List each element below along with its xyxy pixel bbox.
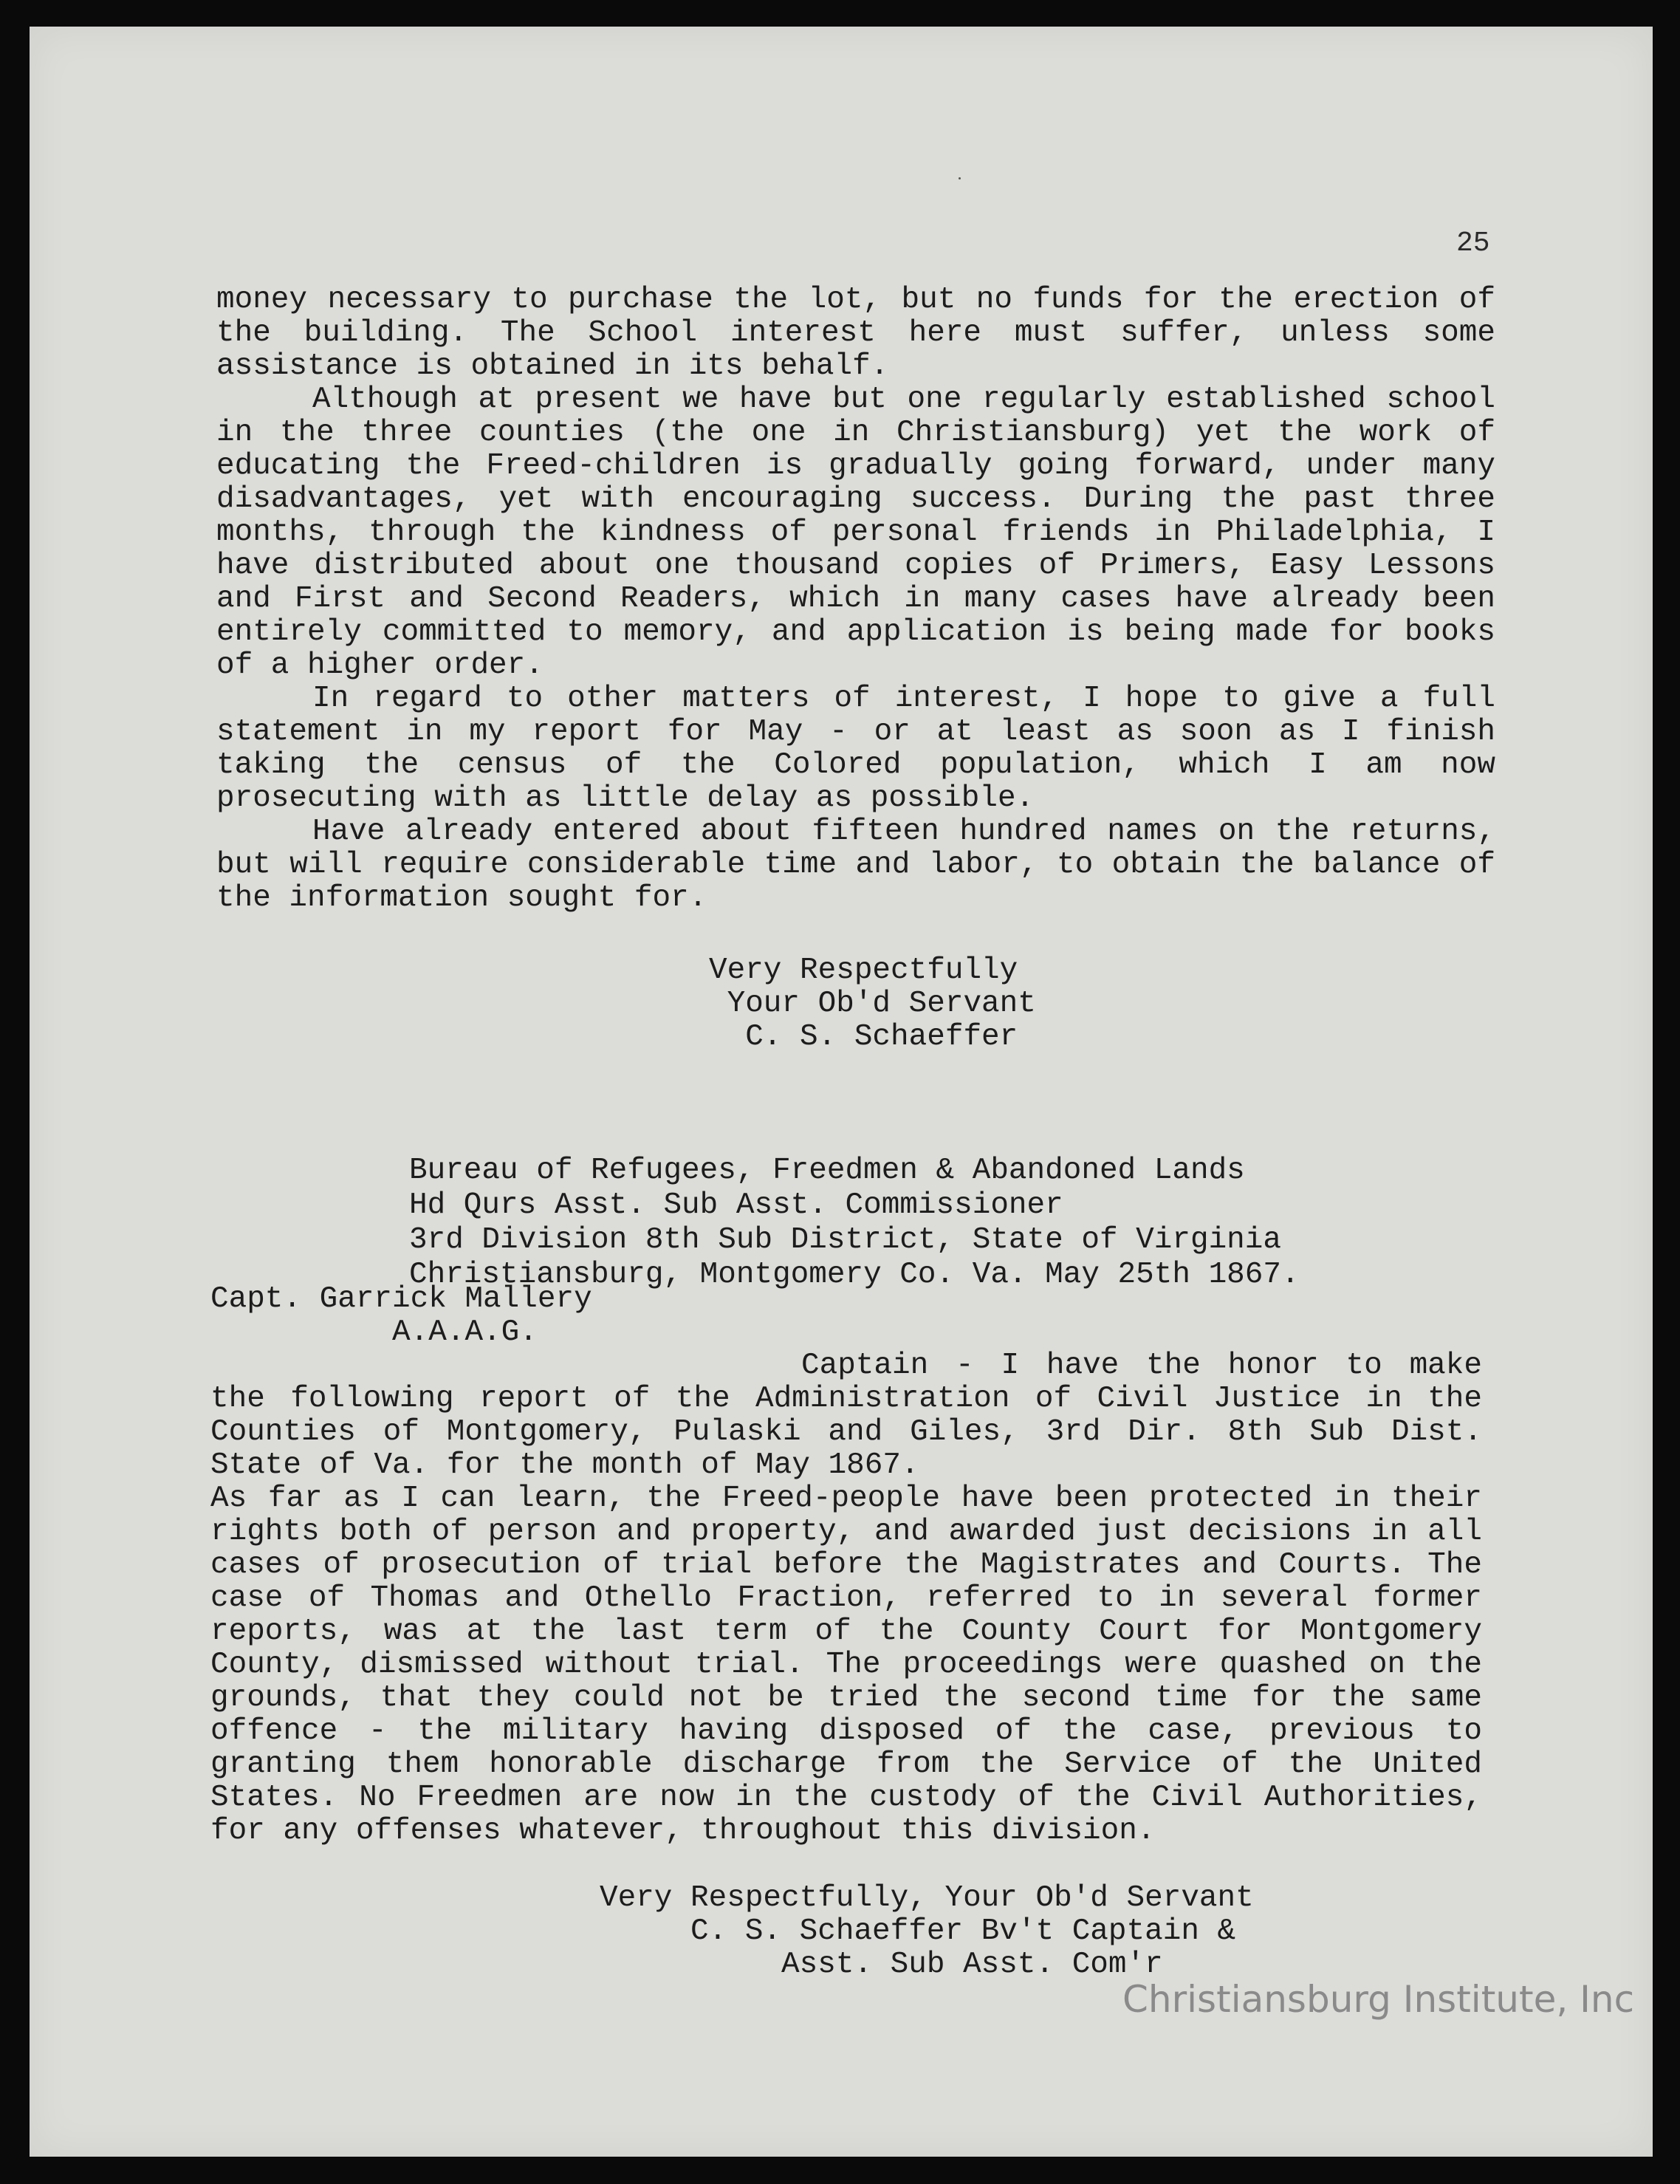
addressee-name: Capt. Garrick Mallery — [210, 1282, 592, 1316]
header-line: 3rd Division 8th Sub District, State of Virginia — [409, 1223, 1281, 1257]
addressee — [210, 1283, 592, 1349]
watermark-text: Christiansburg Institute, Inc — [1122, 1978, 1635, 2021]
letter-one-paragraph: In regard to other matters of interest, I hope to give a full statement in my report for May - or at least as soon as I finish taking the census of the Colored population, which I am now prosecuting with as little delay as possible. — [216, 682, 1495, 815]
letter-one-body — [216, 284, 1495, 915]
closing-line: C. S. Schaeffer — [709, 1020, 1018, 1054]
header-line: Christiansburg, Montgomery Co. Va. May 25th 1867. — [409, 1258, 1300, 1292]
letter-two-paragraph: Captain - I have the honor to make the following report of the Administration of Civil Justice in the Counties of Montgomery, Pulaski and Giles, 3rd Dir. 8th Sub Dist. State of Va. for the month of May 1867. — [210, 1349, 1482, 1482]
closing-line: Your Ob'd Servant — [709, 987, 1036, 1021]
letter-one-paragraph: Although at present we have but one regularly established school in the three counties (the one in Christiansburg) yet the work of educating the Freed-children is gradually going forward, under many disadvantages, yet with encouraging success. During the past three months, through the kindness of personal friends in Philadelphia, I have distributed about one thousand copies of Primers, Easy Lessons and First and Second Readers, which in many cases have already been entirely committed to memory, and application is being made for books of a higher order. — [216, 383, 1495, 682]
page-number: 25 — [1456, 227, 1490, 259]
addressee-title: A.A.A.G. — [210, 1315, 538, 1349]
letter-two-header — [409, 1154, 1300, 1293]
closing-line: Very Respectfully — [709, 954, 1018, 987]
closing-line: Very Respectfully, Your Ob'd Servant — [600, 1881, 1254, 1915]
header-line: Hd Qurs Asst. Sub Asst. Commissioner — [409, 1188, 1063, 1222]
letter-one-paragraph: Have already entered about fifteen hundred names on the returns, but will require considerable time and labor, to obtain the balance of the information sought for. — [216, 815, 1495, 915]
closing-line: Asst. Sub Asst. Com'r — [600, 1948, 1163, 1982]
closing-line: C. S. Schaeffer Bv't Captain & — [600, 1914, 1236, 1948]
letter-two-body — [210, 1349, 1482, 1848]
header-line: Bureau of Refugees, Freedmen & Abandoned Lands — [409, 1154, 1245, 1188]
letter-one-paragraph: money necessary to purchase the lot, but no funds for the erection of the building. The School interest here must suffer, unless some assistance is obtained in its behalf. — [216, 283, 1495, 383]
letter-one-closing — [709, 954, 1036, 1054]
letter-two-closing — [600, 1882, 1254, 1982]
letter-two-paragraph: As far as I can learn, the Freed-people have been protected in their rights both of person and property, and awarded just decisions in all cases of prosecution of trial before the Magistrates and Courts. The case of Thomas and Othello Fraction, referred to in several former reports, was at the last term of the County Court for Montgomery County, dismissed without trial. The proceedings were quashed on the grounds, that they could not be tried the second time for the same offence - the military having disposed of the case, previous to granting them honorable discharge from the Service of the United States. No Freedmen are now in the custody of the Civil Authorities, for any offenses whatever, throughout this division. — [210, 1482, 1482, 1848]
paper-speck — [959, 177, 961, 179]
